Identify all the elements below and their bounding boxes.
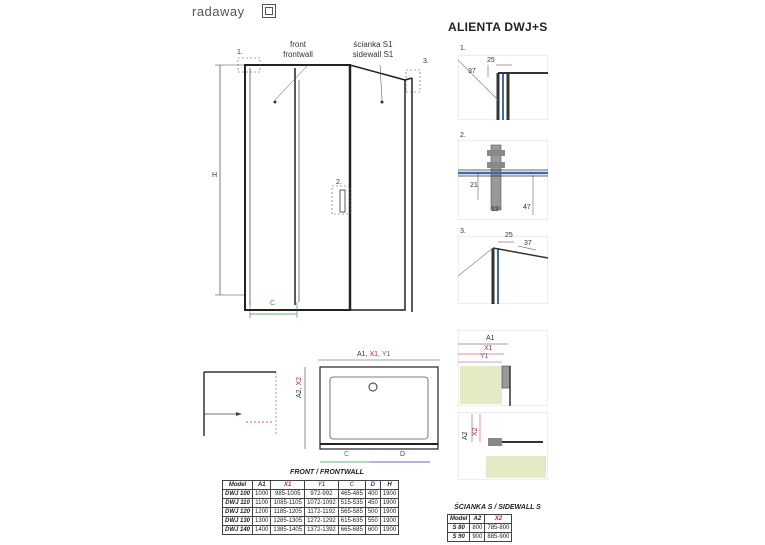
front-table [222,480,399,535]
detail-3-drawing [458,236,548,304]
table-cell: 1272-1292 [305,517,339,526]
table-cell: 1900 [380,517,398,526]
detail-1-drawing [458,55,548,120]
table-header-cell: D [365,481,380,490]
table-row [223,517,399,526]
table-cell: 1285-1305 [271,517,305,526]
plan-side-dim: A2, X2 [296,376,303,398]
table-cell: 885-900 [485,533,512,542]
right-plan-x2: X2 [472,427,479,436]
table-header-cell: A1 [253,481,271,490]
plan-dim-d: D [400,451,406,458]
table-cell: 1185-1205 [271,508,305,517]
table-row [223,490,399,499]
table-cell: 1085-1105 [271,499,305,508]
detail-2-drawing [458,140,548,220]
detail-3-dim-b: 37 [524,240,532,247]
table-cell: 1200 [253,508,271,517]
detail-3-dim-a: 25 [505,232,513,239]
table-header-cell: X1 [271,481,305,490]
detail-1-dim-a: 25 [487,57,495,64]
table-cell: S 90 [448,533,470,542]
right-plan-a1: A1 [486,335,495,342]
right-plan-side-drawing [458,412,548,480]
table-cell: 450 [365,499,380,508]
table-cell: 465-485 [338,490,365,499]
right-plan-top-drawing [458,330,548,406]
main-cabin-drawing [200,40,435,325]
front-table-caption: FRONT / FRONTWALL [290,469,364,476]
table-cell: 565-585 [338,508,365,517]
plan-dim-c: C [344,451,350,458]
side-table [447,514,512,542]
table-cell: S 80 [448,524,470,533]
detail-2-dim-a: 21 [470,182,478,189]
table-cell: 615-635 [338,517,365,526]
plan-top-dim: A1, X1, Y1 [357,351,391,358]
table-header-cell: Model [448,515,470,524]
table-cell: 1172-1192 [305,508,339,517]
sidewall-label: ścianka S1 sidewall S1 [352,40,394,59]
table-cell: 1072-1092 [305,499,339,508]
table-cell: 500 [365,508,380,517]
table-cell: 665-685 [338,526,365,535]
table-header-cell: X2 [485,515,512,524]
table-cell: DWJ 120 [223,508,253,517]
table-row [223,526,399,535]
side-table-caption: ŚCIANKA S / SIDEWALL S [454,504,541,511]
callout-3: 3. [423,58,429,65]
callout-2: 2. [336,179,342,186]
callout-1: 1. [237,49,243,56]
table-row [223,499,399,508]
table-cell: 1900 [380,526,398,535]
right-plan-y1: Y1 [480,353,489,360]
table-cell: 985-1005 [271,490,305,499]
table-cell: 900 [470,533,485,542]
table-header-cell: A2 [470,515,485,524]
detail-2-label: 2. [460,132,466,139]
table-cell: 1372-1392 [305,526,339,535]
table-cell: 1400 [253,526,271,535]
brand-logo-icon [262,4,276,18]
dim-c-label: C [270,300,276,307]
table-row [448,533,512,542]
table-cell: DWJ 110 [223,499,253,508]
swing-plan-drawing [196,368,286,438]
table-cell: 800 [470,524,485,533]
table-row [448,524,512,533]
table-cell: DWJ 130 [223,517,253,526]
table-header-cell: Model [223,481,253,490]
table-cell: 1900 [380,499,398,508]
table-cell: 1900 [380,508,398,517]
table-cell: 400 [365,490,380,499]
right-plan-a2: A2 [462,431,469,440]
table-header-cell: C [338,481,365,490]
detail-1-label: 1. [460,45,466,52]
right-plan-x1: X1 [484,345,493,352]
table-cell: 1000 [253,490,271,499]
table-row [223,508,399,517]
detail-3-label: 3. [460,228,466,235]
plan-view-drawing [295,352,445,470]
table-header-cell: Y1 [305,481,339,490]
table-cell: 550 [365,517,380,526]
page-title: ALIENTA DWJ+S [448,20,548,34]
table-cell: 972-992 [305,490,339,499]
detail-2-dim-b: 12 [491,206,499,213]
table-cell: DWJ 140 [223,526,253,535]
detail-1-dim-b: 37 [468,68,476,75]
table-cell: 515-535 [338,499,365,508]
table-cell: DWJ 100 [223,490,253,499]
front-label: front frontwall [283,40,313,59]
table-cell: 1300 [253,517,271,526]
table-cell: 785-800 [485,524,512,533]
table-cell: 1385-1405 [271,526,305,535]
table-cell: 600 [365,526,380,535]
table-header-cell: H [380,481,398,490]
brand-logo-text: radaway [192,4,245,19]
table-cell: 1100 [253,499,271,508]
dim-h-label: H [212,172,218,179]
detail-2-dim-c: 47 [523,204,531,211]
table-cell: 1900 [380,490,398,499]
